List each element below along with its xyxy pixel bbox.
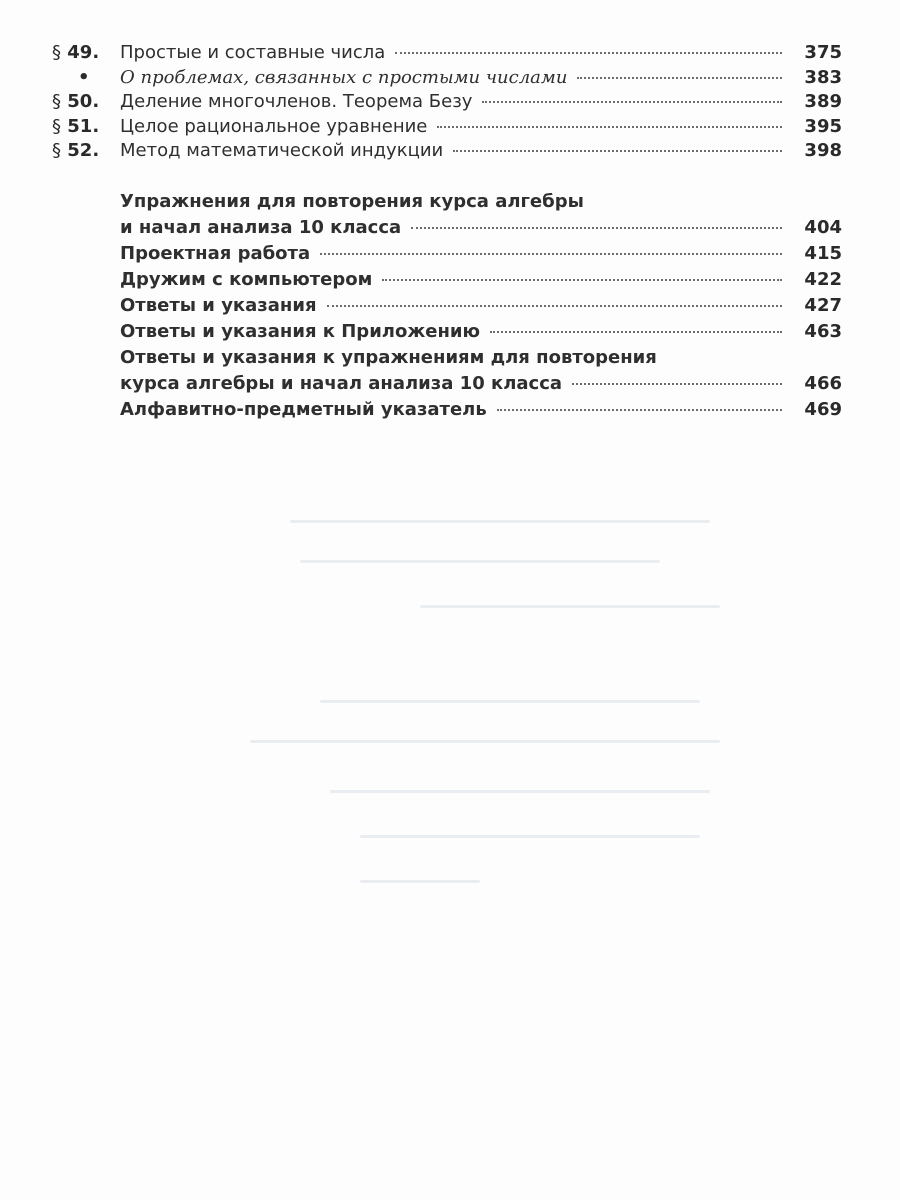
bleed-through-mark bbox=[250, 740, 720, 743]
spacer bbox=[52, 165, 842, 191]
dot-leader bbox=[482, 101, 782, 103]
page-number: 404 bbox=[804, 216, 842, 238]
toc-entry[interactable] bbox=[52, 42, 842, 67]
section-title: Целое рациональное уравнение bbox=[120, 115, 428, 137]
toc-entry[interactable] bbox=[52, 373, 842, 399]
bleed-through-mark bbox=[290, 520, 710, 523]
section-title: О проблемах, связанных с простыми числами bbox=[120, 66, 568, 88]
bleed-through-mark bbox=[360, 835, 700, 838]
dot-leader bbox=[320, 253, 782, 255]
entry-title: курса алгебры и начал анализа 10 класса bbox=[120, 372, 563, 394]
section-number: § 51. bbox=[52, 115, 100, 137]
page-number: 389 bbox=[804, 91, 842, 112]
entry-title: Алфавитно-предметный указатель bbox=[120, 398, 487, 420]
section-number: § 52. bbox=[52, 140, 100, 161]
toc-entry[interactable] bbox=[52, 140, 842, 165]
section-title: Простые и составные числа bbox=[120, 42, 386, 63]
page-number: 469 bbox=[804, 398, 842, 420]
page-number: 383 bbox=[804, 66, 842, 88]
page-number: 415 bbox=[804, 242, 842, 264]
page-number: 466 bbox=[804, 372, 842, 394]
toc-entry[interactable] bbox=[52, 243, 842, 269]
toc-entry-line[interactable] bbox=[52, 191, 842, 217]
toc-entry[interactable] bbox=[52, 399, 842, 425]
toc-entry[interactable] bbox=[52, 321, 842, 347]
section-number: § 50. bbox=[52, 91, 100, 112]
toc-entry[interactable] bbox=[52, 91, 842, 116]
entry-title: Дружим с компьютером bbox=[120, 268, 373, 290]
entry-title: Ответы и указания bbox=[120, 294, 317, 316]
dot-leader bbox=[453, 150, 782, 152]
page-number: 463 bbox=[804, 320, 842, 342]
page-number: 375 bbox=[804, 42, 842, 63]
bleed-through-mark bbox=[420, 605, 720, 608]
dot-leader bbox=[490, 331, 782, 333]
dot-leader bbox=[411, 227, 782, 229]
dot-leader bbox=[382, 279, 782, 281]
dot-leader bbox=[327, 305, 783, 307]
page-number: 422 bbox=[804, 268, 842, 290]
page-number: 395 bbox=[804, 115, 842, 137]
toc-entry[interactable] bbox=[52, 269, 842, 295]
section-title: Метод математической индукции bbox=[120, 140, 444, 161]
bullet-marker: • bbox=[78, 66, 90, 88]
section-title: Деление многочленов. Теорема Безу bbox=[120, 91, 473, 112]
dot-leader bbox=[497, 409, 782, 411]
entry-title: Проектная работа bbox=[120, 242, 311, 264]
section-number: § 49. bbox=[52, 42, 100, 63]
toc-entry[interactable] bbox=[52, 217, 842, 243]
toc-entry[interactable] bbox=[52, 295, 842, 321]
bleed-through-mark bbox=[330, 790, 710, 793]
toc-entry[interactable] bbox=[52, 116, 842, 141]
dot-leader bbox=[577, 77, 782, 79]
dot-leader bbox=[437, 126, 782, 128]
bleed-through-mark bbox=[320, 700, 700, 703]
entry-title: Ответы и указания к упражнениям для повторения bbox=[120, 346, 657, 368]
entry-title: Ответы и указания к Приложению bbox=[120, 320, 481, 342]
bleed-through-mark bbox=[300, 560, 660, 563]
table-of-contents bbox=[52, 42, 842, 425]
toc-entry[interactable] bbox=[52, 67, 842, 92]
entry-title: и начал анализа 10 класса bbox=[120, 216, 402, 238]
bleed-through-mark bbox=[360, 880, 480, 883]
dot-leader bbox=[395, 52, 782, 54]
page-number: 398 bbox=[804, 140, 842, 161]
page-number: 427 bbox=[804, 294, 842, 316]
entry-title: Упражнения для повторения курса алгебры bbox=[120, 190, 584, 212]
dot-leader bbox=[572, 383, 782, 385]
toc-entry-line[interactable] bbox=[52, 347, 842, 373]
